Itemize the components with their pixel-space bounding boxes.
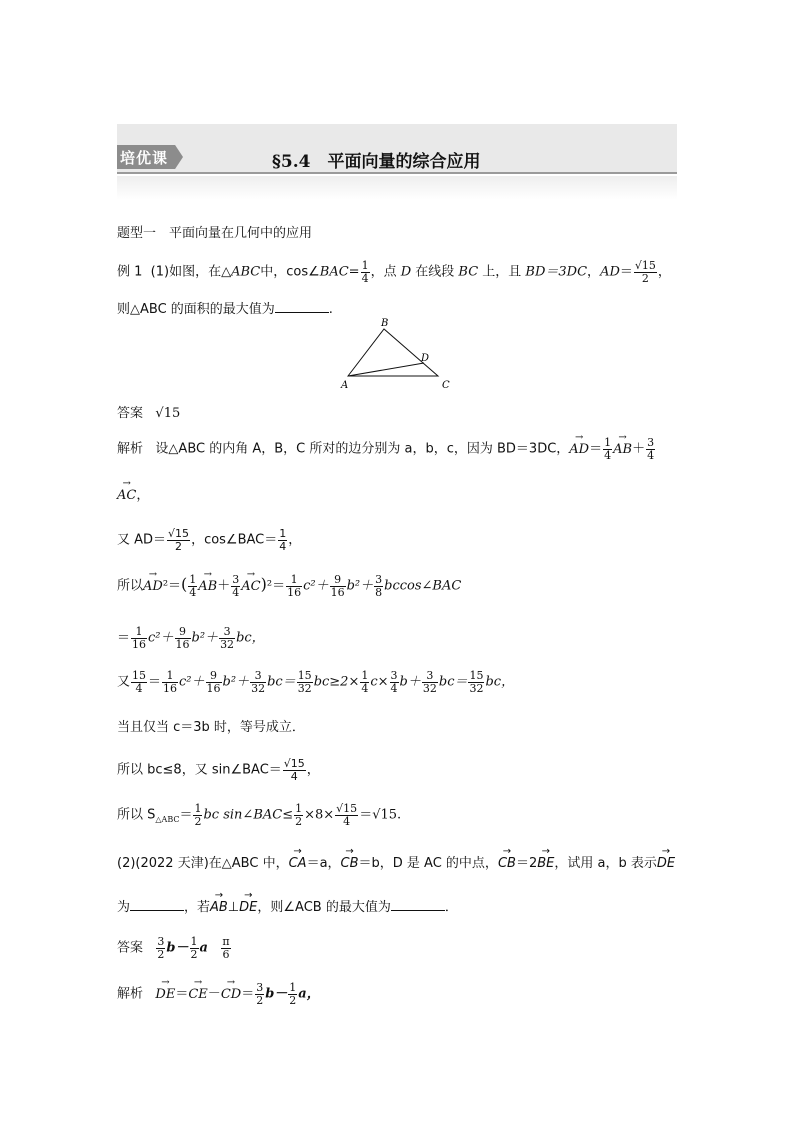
ex1-answer <box>117 402 180 421</box>
answer-blank-1[interactable] <box>275 300 329 313</box>
ex1-question-end: . <box>328 302 333 317</box>
course-badge-label: 培优课 <box>120 149 169 167</box>
analysis-label-2: 解析 <box>117 986 144 1002</box>
vector-ac: → AC <box>117 488 136 503</box>
plus-sign: ＋ <box>632 441 646 457</box>
vector-de: → DE <box>657 856 675 871</box>
ex1-cond: BD＝3DC <box>525 264 588 280</box>
vertex-b-label: B <box>381 318 389 329</box>
analysis-line7: 当且仅当 c＝3b 时，等号成立． <box>117 720 305 735</box>
ex1-line2 <box>117 298 333 317</box>
ex1-bc: BC <box>458 264 479 280</box>
vector-ce: → CE <box>188 987 207 1002</box>
part2-analysis: 解析 → DE＝→ CE－→ CD＝ $\frac{3}{2}$ b－ $\frac{1}{2}$ a， <box>117 982 320 1006</box>
vertex-d-label: D <box>421 353 430 364</box>
answer-label-2: 答案 <box>117 940 144 956</box>
vertex-a-label: A <box>341 380 349 391</box>
ex1-ad: AD <box>600 264 620 280</box>
ex1-text-e: 上，且 <box>478 264 526 280</box>
vector-ad: → AD <box>569 442 589 457</box>
vector-ab-2: → AB <box>198 579 217 594</box>
ex1-eq: = <box>348 264 360 280</box>
analysis-line3 <box>117 528 301 552</box>
analysis-text-3b: ，cos∠BAC＝ <box>191 532 278 548</box>
analysis-line9: 所以 $S_{\triangle ABC}=$ $\frac{1}{2}$ bc sin∠BAC≤ $\frac{1}{2}$ ×8× $\frac{√15}{4}$ ＝√15. <box>117 802 402 828</box>
ex1-part1-label: (1) <box>150 264 170 280</box>
answer-blank-3[interactable] <box>391 898 445 911</box>
analysis-line1 <box>117 437 656 461</box>
analysis-line8: 所以 bc≤8，又 sin∠BAC＝ $\frac{√15}{4}$ ， <box>117 757 320 783</box>
analysis-label: 解析 <box>117 441 144 457</box>
page-title: §5.4 平面向量的综合应用 <box>272 152 481 172</box>
vector-ad-2: → AD <box>143 579 163 594</box>
ex1-text-b: 中，cos∠ <box>260 264 320 280</box>
frac-sqrt15-2-b: $\frac{√15}{2}$ <box>168 527 190 553</box>
part2-answer: 答案 $\frac{3}{2}$ b－ $\frac{1}{2}$ a $\frac{\pi}{6}$ <box>117 935 230 961</box>
vector-ca: → CA <box>289 856 307 871</box>
analysis-line2 <box>117 484 149 503</box>
ex1-bac: BAC <box>319 264 349 280</box>
eq-sign: ＝ <box>589 441 603 457</box>
vector-ab-3: → AB <box>210 900 228 915</box>
ex1-line1 <box>117 260 671 284</box>
ex1-tail: ， <box>657 264 671 280</box>
vector-ac-2: → AC <box>241 579 260 594</box>
analysis-text-4a: 所以 <box>117 578 144 594</box>
triangle-figure <box>338 316 478 396</box>
analysis-line5: ＝ $\frac{1}{16}$ c²＋ $\frac{9}{16}$ b²＋ $\frac{3}{32}$ bc， <box>117 625 265 651</box>
ex1-text-d: 在线段 <box>411 264 459 280</box>
ex1-label: 例 1 <box>117 264 143 280</box>
part2-line2: 为 ，若→ AB⊥→ DE，则∠ACB 的最大值为 ． <box>117 896 458 915</box>
analysis-text-3c: ， <box>288 532 302 548</box>
ex1-abc: ABC <box>231 264 261 280</box>
ex1-text-c: ，点 <box>370 264 401 280</box>
frac-1-4-c: $\frac{1}{4}$ <box>279 527 287 553</box>
vector-be: → BE <box>537 856 554 871</box>
frac-3-4: $\frac{3}{4}$ <box>647 436 655 462</box>
vector-cd: → CD <box>221 987 241 1002</box>
answer-label: 答案 <box>117 406 144 421</box>
vector-cb-2: → CB <box>498 856 516 871</box>
vector-de-2: → DE <box>239 900 257 915</box>
analysis-text-3a: 又 AD＝ <box>117 532 167 548</box>
vector-de-3: → DE <box>155 987 175 1002</box>
ex1-text-a: 如图，在△ <box>169 264 232 280</box>
header-shade <box>117 176 677 200</box>
frac-1-4-b: $\frac{1}{4}$ <box>604 436 612 462</box>
analysis-line4: 所以→ AD²＝( $\frac{1}{4}$ → AB＋ $\frac{3}{4}$ → AC)²＝ $\frac{1}{16}$ c²＋ $\frac{9}{16}$ b²＋ $\frac{3}{8}$ bccos∠BAC <box>117 574 461 598</box>
segment-ad <box>348 363 424 376</box>
ex1-question-text: 则△ABC 的面积的最大值为 <box>117 302 275 317</box>
vector-ab: → AB <box>613 442 632 457</box>
section-title: 题型一 平面向量在几何中的应用 <box>117 226 313 241</box>
analysis-text-4b: ²＝ <box>162 578 182 594</box>
header-rule <box>117 172 677 174</box>
ex1-d: D <box>400 264 412 280</box>
vector-cb: → CB <box>341 856 359 871</box>
answer-blank-2[interactable] <box>130 898 184 911</box>
ex1-eq2: ＝ <box>619 264 633 280</box>
analysis-text-1: 设△ABC 的内角 A，B，C 所对的边分别为 a，b，c，因为 BD＝3DC， <box>155 441 570 457</box>
answer-value: √15 <box>155 406 181 421</box>
analysis-line6: 又 $\frac{15}{4}$ ＝ $\frac{1}{16}$ c²＋ $\frac{9}{16}$ b²＋ $\frac{3}{32}$ bc＝ $\frac{15}{32}$ bc≥2× $\frac{1}{4}$ c× $\frac{3}{4}$ b＋ $\frac{3}{32}$ bc＝ $\frac{15}{32}$ bc， <box>117 669 515 695</box>
comma: ， <box>136 488 150 503</box>
part2-line1: (2)(2022 天津)在△ABC 中，→ CA＝a，→ CB＝b，D 是 AC 的中点，→ CB＝2→ BE，试用 a，b 表示→ DE <box>117 852 675 871</box>
frac-sqrt15-2: $\frac{√15}{2}$ <box>634 259 656 285</box>
vertex-c-label: C <box>442 380 450 391</box>
frac-1-4: $\frac{1}{4}$ <box>361 259 369 285</box>
ex1-text-f: ， <box>587 264 601 280</box>
